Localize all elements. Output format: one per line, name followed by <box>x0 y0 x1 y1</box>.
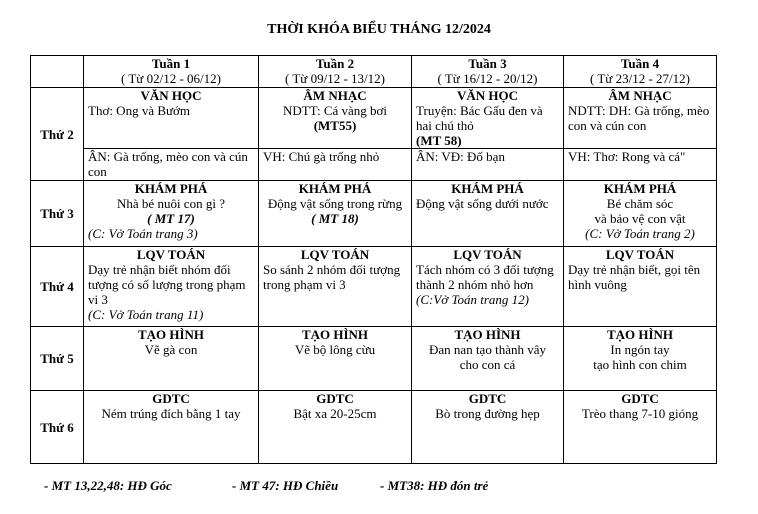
corner-cell <box>31 56 84 88</box>
activity: Thơ: Ong và Bướm <box>88 103 191 118</box>
schedule-cell <box>259 391 412 464</box>
subject: LQV TOÁN <box>300 247 370 262</box>
week-name: Tuần 3 <box>468 56 507 71</box>
schedule-cell <box>259 181 412 247</box>
activity: cho con cá <box>459 357 516 372</box>
schedule-cell <box>84 88 259 149</box>
subject: KHÁM PHÁ <box>451 181 524 196</box>
activity: In ngón tay <box>610 342 670 357</box>
activity: NDTT: Cá vàng bơi <box>282 103 388 118</box>
subject: VĂN HỌC <box>140 88 202 103</box>
goal-code: ( MT 17) <box>147 211 195 226</box>
schedule-cell <box>259 327 412 391</box>
activity: Động vật sống dưới nước <box>416 196 549 211</box>
day-label: Thứ 4 <box>31 247 84 327</box>
activity: tạo hình con chim <box>593 357 687 372</box>
day-label: Thứ 5 <box>31 327 84 391</box>
week-name: Tuần 2 <box>315 56 355 71</box>
tuesday-row <box>31 181 717 247</box>
subject: KHÁM PHÁ <box>134 181 208 196</box>
subject: LQV TOÁN <box>136 247 206 262</box>
subject: GDTC <box>468 391 507 406</box>
thursday-row <box>31 327 717 391</box>
activity: Dạy trẻ nhận biết nhóm đối tượng có số lượng trong phạm vi 3 <box>88 262 246 307</box>
schedule-cell <box>564 88 717 149</box>
goal-code: (MT 58) <box>416 133 462 148</box>
activity: Tách nhóm có 3 đối tượng thành 2 nhóm nhỏ hơn <box>416 262 554 292</box>
week-header <box>564 56 717 88</box>
page-title: THỜI KHÓA BIỂU THÁNG 12/2024 <box>267 22 491 37</box>
week-name: Tuần 4 <box>620 56 660 71</box>
schedule-cell <box>84 327 259 391</box>
day-label: Thứ 3 <box>31 181 84 247</box>
note: (C: Vở Toán trang 2) <box>585 226 695 241</box>
week-range: ( Từ 02/12 - 06/12) <box>121 71 221 86</box>
schedule-cell <box>564 247 717 327</box>
day-label: Thứ 6 <box>31 391 84 464</box>
subject: GDTC <box>621 391 659 406</box>
subject: ÂM NHẠC <box>303 88 367 103</box>
activity: Đan nan tạo thành vây <box>429 342 546 357</box>
subject: LQV TOÁN <box>605 247 675 262</box>
activity: Bò trong đường hẹp <box>435 406 540 421</box>
activity: Nhà bé nuôi con gì ? <box>117 196 225 211</box>
goal-code: (MT55) <box>313 118 357 133</box>
schedule-cell: ÂN: Gà trống, mèo con và cún con <box>84 149 259 181</box>
activity: Bé chăm sóc <box>606 196 674 211</box>
schedule-cell <box>412 247 564 327</box>
week-range: ( Từ 16/12 - 20/12) <box>437 71 538 86</box>
activity: Dạy trẻ nhận biết, gọi tên hình vuông <box>568 262 701 292</box>
schedule-cell <box>564 327 717 391</box>
activity: và bảo vệ con vật <box>594 211 686 226</box>
subject: KHÁM PHÁ <box>603 181 677 196</box>
activity: NDTT: DH: Gà trống, mèo con và cún con <box>568 103 710 133</box>
note: (C:Vở Toán trang 12) <box>416 292 529 307</box>
activity: Vẽ bộ lông cừu <box>294 342 376 357</box>
note: (C: Vở Toán trang 3) <box>88 226 198 241</box>
week-header <box>84 56 259 88</box>
schedule-cell: VH: Chú gà trống nhỏ <box>259 149 412 181</box>
week-header <box>412 56 564 88</box>
footer-note: - MT38: HĐ đón trẻ <box>380 478 489 493</box>
schedule-cell: ÂN: VĐ: Đố bạn <box>412 149 564 181</box>
header-row <box>31 56 717 88</box>
schedule-cell <box>84 181 259 247</box>
subject: GDTC <box>152 391 190 406</box>
monday-row-bottom <box>31 149 717 181</box>
schedule-cell <box>412 327 564 391</box>
subject: TẠO HÌNH <box>454 327 521 342</box>
monday-row-top <box>31 88 717 149</box>
day-label: Thứ 2 <box>31 88 84 181</box>
schedule-cell <box>412 391 564 464</box>
friday-row <box>31 391 717 464</box>
schedule-cell <box>412 88 564 149</box>
week-range: ( Từ 23/12 - 27/12) <box>590 71 690 86</box>
schedule-cell <box>259 247 412 327</box>
subject: LQV TOÁN <box>453 247 522 262</box>
week-header <box>259 56 412 88</box>
schedule-cell: VH: Thơ: Rong và cá" <box>564 149 717 181</box>
week-name: Tuần 1 <box>151 56 191 71</box>
activity: Bật xa 20-25cm <box>293 406 377 421</box>
schedule-cell <box>84 391 259 464</box>
activity: Trèo thang 7-10 gióng <box>581 406 699 421</box>
wednesday-row <box>31 247 717 327</box>
footer-note: - MT 13,22,48: HĐ Góc <box>44 478 172 493</box>
goal-code: ( MT 18) <box>311 211 359 226</box>
activity: Ném trúng đích bằng 1 tay <box>101 406 241 421</box>
subject: GDTC <box>316 391 354 406</box>
schedule-cell <box>564 391 717 464</box>
activity: Vẽ gà con <box>144 342 198 357</box>
subject: TẠO HÌNH <box>606 327 674 342</box>
activity: Động vật sống trong rừng <box>267 196 403 211</box>
schedule-cell <box>412 181 564 247</box>
subject: ÂM NHẠC <box>608 88 672 103</box>
subject: VĂN HỌC <box>456 88 519 103</box>
subject: TẠO HÌNH <box>137 327 205 342</box>
schedule-cell <box>564 181 717 247</box>
week-range: ( Từ 09/12 - 13/12) <box>285 71 385 86</box>
activity: So sánh 2 nhóm đối tượng trong phạm vi 3 <box>263 262 401 292</box>
schedule-cell <box>259 88 412 149</box>
schedule-cell <box>84 247 259 327</box>
schedule-table <box>30 55 717 464</box>
footer-note: - MT 47: HĐ Chiều <box>232 478 339 493</box>
activity: Truyện: Bác Gấu đen và hai chú thỏ <box>416 103 543 133</box>
subject: KHÁM PHÁ <box>298 181 372 196</box>
subject: TẠO HÌNH <box>301 327 369 342</box>
note: (C: Vở Toán trang 11) <box>88 307 204 322</box>
